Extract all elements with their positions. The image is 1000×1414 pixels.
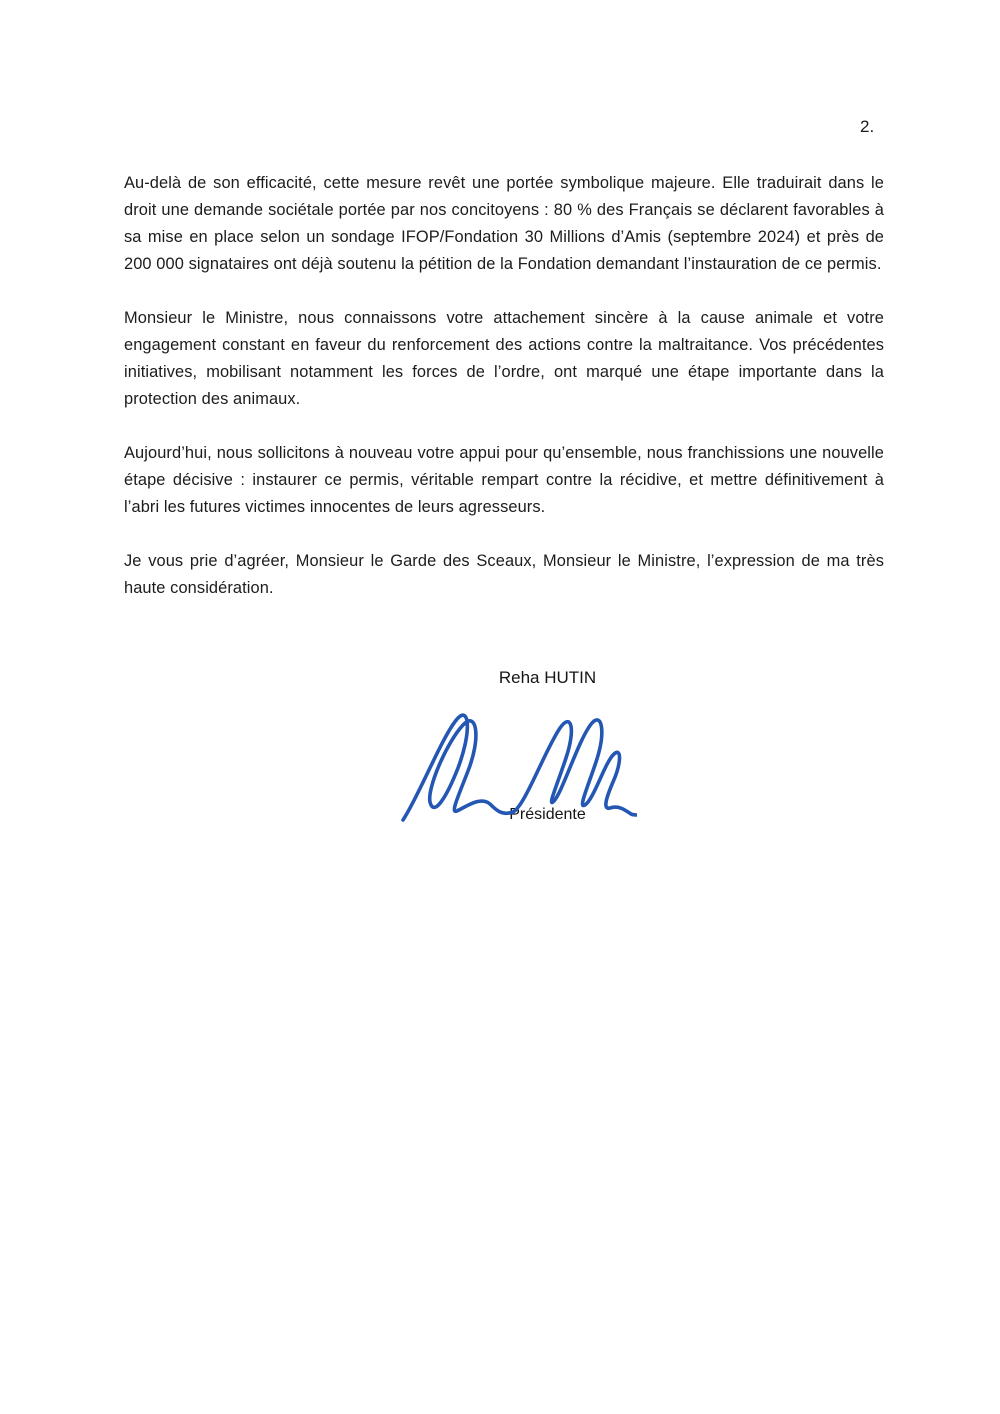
paragraph-closing-salutation: Je vous prie d’agréer, Monsieur le Garde des Sceaux, Monsieur le Ministre, l’expression de ma très haute considération. xyxy=(124,552,884,597)
paragraph-symbolic-measure: Au-delà de son efficacité, cette mesure revêt une portée symbolique majeure. Elle traduirait dans le droit une demande sociétale portée par nos concitoyens : 80 % des Français se déclarent favorables à sa mise en place selon un sondage IFOP/Fondation 30 Millions d’Amis (septembre 2024) et près de 200 000 signataires ont déjà soutenu la pétition de la Fondation demandant l’instauration de ce permis. xyxy=(124,174,884,273)
page-number: 2. xyxy=(860,117,875,136)
letter-body xyxy=(124,170,884,629)
signer-title: Présidente xyxy=(509,806,586,823)
handwritten-signature-icon xyxy=(397,698,637,826)
paragraph-request-support: Aujourd’hui, nous sollicitons à nouveau votre appui pour qu’ensemble, nous franchissions une nouvelle étape décisive : instaurer ce permis, véritable rempart contre la récidive, et mettre définitivement à l’abri les futures victimes innocentes de leurs agresseurs. xyxy=(124,444,884,516)
signer-name: Reha HUTIN xyxy=(498,668,597,687)
paragraph-minister-commitment: Monsieur le Ministre, nous connaissons votre attachement sincère à la cause animale et votre engagement constant en faveur du renforcement des actions contre la maltraitance. Vos précédentes initiatives, mobilisant notamment les forces de l’ordre, ont marqué une étape importante dans la protection des animaux. xyxy=(124,309,884,408)
signature-ink-stroke xyxy=(403,715,637,820)
signature-block xyxy=(380,668,715,838)
